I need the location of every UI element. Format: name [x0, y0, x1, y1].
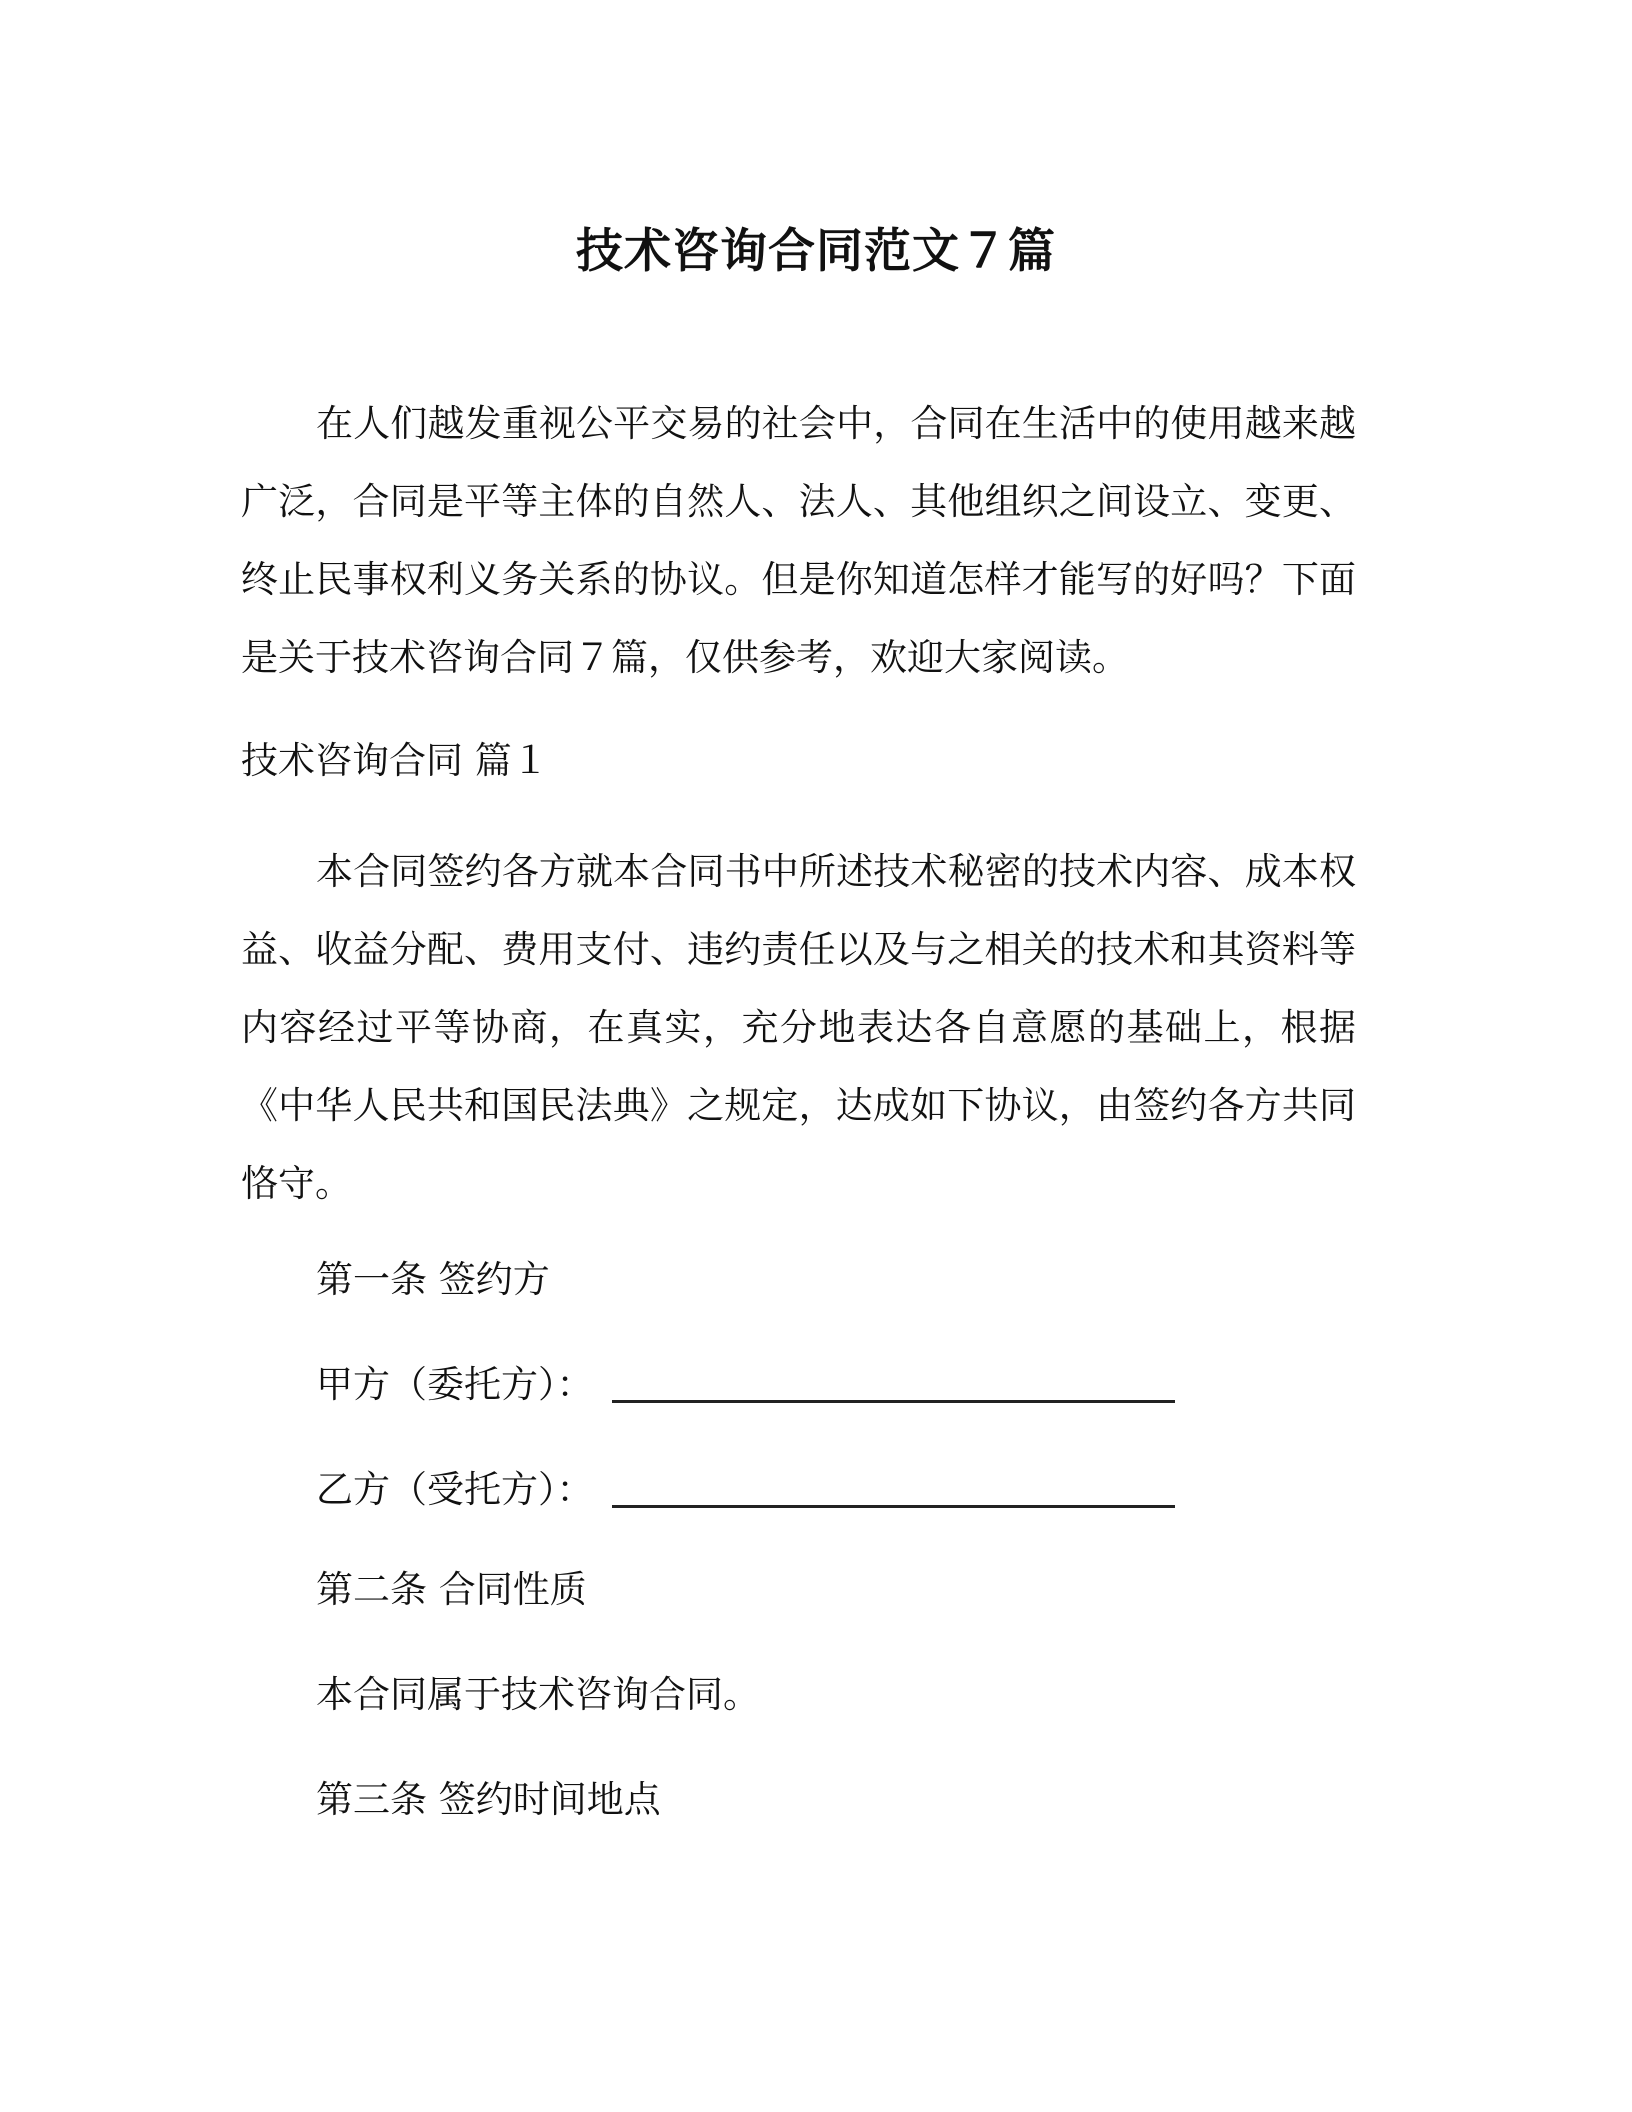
- party-b-blank-line: [612, 1465, 1175, 1508]
- contract-nature-text: 本合同属于技术咨询合同。: [316, 1673, 760, 1716]
- clause-intro-paragraph: 本合同签约各方就本合同书中所述技术秘密的技术内容、成本权益、收益分配、费用支付、违约责任以及与之相关的技术和其资料等内容经过平等协商，在真实，充分地表达各自意愿的基础上，根据《中华人民共和国民法典》之规定，达成如下协议，由签约各方共同恪守。: [241, 850, 1356, 1205]
- article-3-heading: 第三条 签约时间地点: [316, 1778, 661, 1821]
- article-1-heading: 第一条 签约方: [316, 1258, 550, 1301]
- party-a-row: [316, 1355, 1175, 1415]
- party-b-row: [316, 1460, 1175, 1520]
- party-b-label: 乙方（受托方）：: [316, 1468, 594, 1511]
- party-a-label: 甲方（委托方）：: [316, 1363, 594, 1406]
- section-heading: 技术咨询合同 篇１: [241, 739, 549, 782]
- article-2-heading: 第二条 合同性质: [316, 1568, 587, 1611]
- document-title: 技术咨询合同范文７篇: [576, 224, 1056, 279]
- party-a-blank-line: [612, 1360, 1175, 1403]
- intro-paragraph: 在人们越发重视公平交易的社会中，合同在生活中的使用越来越广泛，合同是平等主体的自然人、法人、其他组织之间设立、变更、终止民事权利义务关系的协议。但是你知道怎样才能写的好吗？下面是关于技术咨询合同７篇，仅供参考，欢迎大家阅读。: [241, 402, 1356, 679]
